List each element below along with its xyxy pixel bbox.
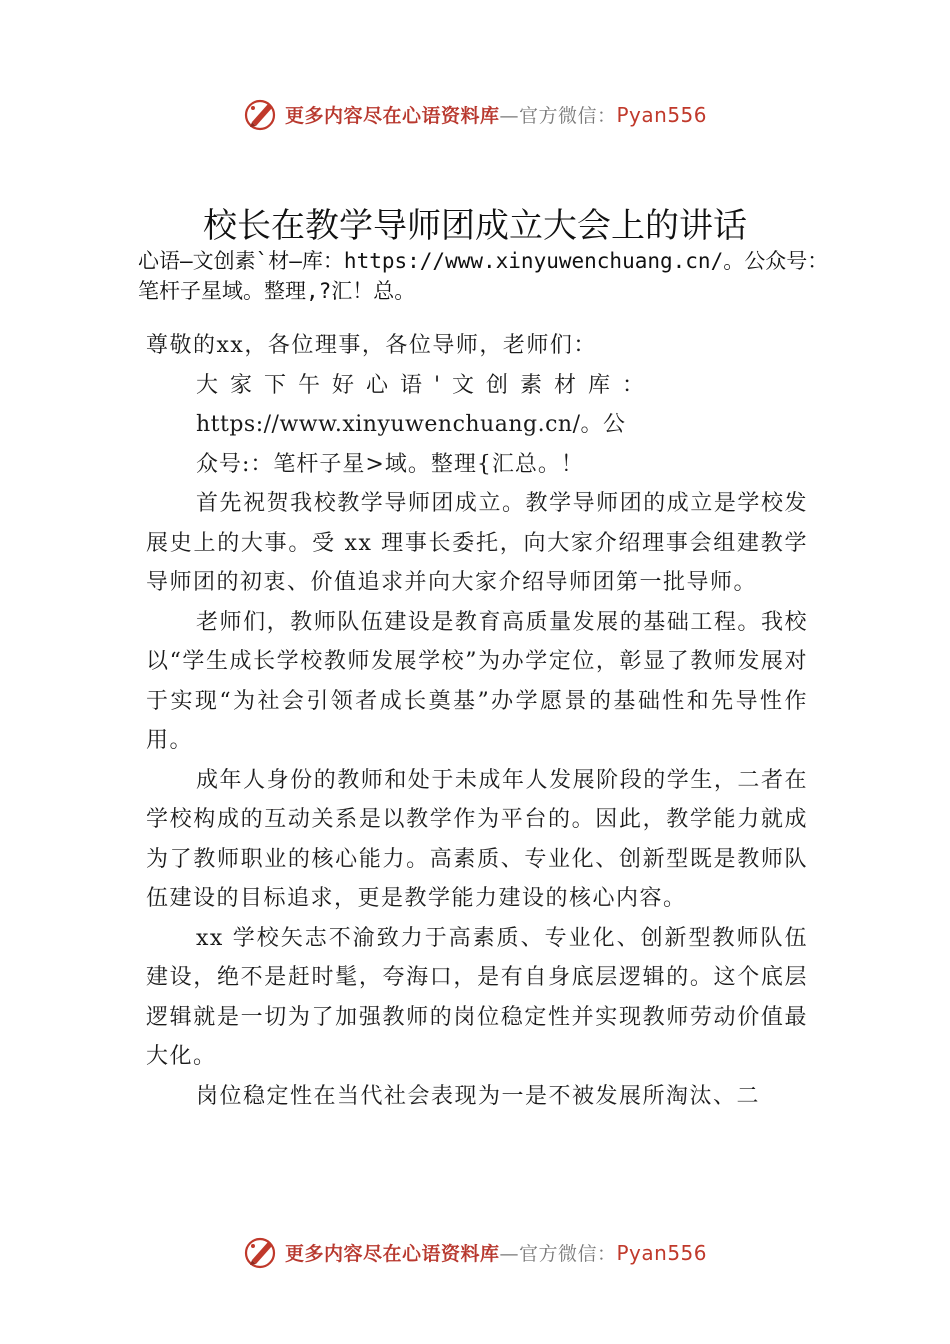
watermark-line-3: 众号:：笔杆子星>域。整理{汇总。！ [196,451,584,477]
watermark-line-1: 大家下午好心语'文创素材库： [196,372,657,398]
header-banner [0,94,950,134]
header-banner-wechat-id: Pyan556 [616,102,708,127]
footer-banner-wechat-label: —官方微信： [499,1242,617,1265]
footer-banner-library: 更多内容尽在心语资料库 [284,1242,500,1265]
footer-banner-wechat-id: Pyan556 [616,1240,708,1265]
document-title: 校长在教学导师团成立大会上的讲话 [203,206,747,246]
paragraph-5: 岗位稳定性在当代社会表现为一是不被发展所淘汰、二 [196,1083,761,1109]
header-banner-wechat-label: —官方微信： [499,104,617,127]
paragraph-4: xx 学校矢志不渝致力于高素质、专业化、创新型教师队伍建设，绝不是赶时髦，夸海口，是有自身底层逻辑的。这个底层逻辑就是一切为了加强教师的岗位稳定性并实现教师劳动价值最大化。 [146,925,808,1069]
paragraph-3: 成年人身份的教师和处于未成年人发展阶段的学生，二者在学校构成的互动关系是以教学作为平台的。因此，教学能力就成为了教师职业的核心能力。高素质、专业化、创新型既是教师队伍建设的目标追求，更是教学能力建设的核心内容。 [146,767,808,911]
watermark-line-2: https://www.xinyuwenchuang.cn/。公 [196,412,626,437]
source-note: 心语—文创素`材—库：https://www.xinyuwenchuang.cn/。公众号：笔杆子星域。整理,?汇！总。 [138,249,829,303]
document-body [146,326,808,1116]
pen-logo-icon [243,1234,279,1270]
footer-banner-text [285,1239,707,1266]
header-banner-library: 更多内容尽在心语资料库 [284,104,500,127]
paragraph-1: 首先祝贺我校教学导师团成立。教学导师团的成立是学校发展史上的大事。受 xx 理事长委托，向大家介绍理事会组建教学导师团的初衷、价值追求并向大家介绍导师团第一批导师。 [146,491,808,595]
salutation: 尊敬的xx，各位理事，各位导师，老师们： [146,333,597,358]
header-banner-text [285,101,707,128]
pen-logo-icon [243,96,279,132]
paragraph-2: 老师们，教师队伍建设是教育高质量发展的基础工程。我校以“学生成长学校教师发展学校”为办学定位，彰显了教师发展对于实现“为社会引领者成长奠基”办学愿景的基础性和先导性作用。 [146,609,808,753]
footer-banner [0,1232,950,1272]
